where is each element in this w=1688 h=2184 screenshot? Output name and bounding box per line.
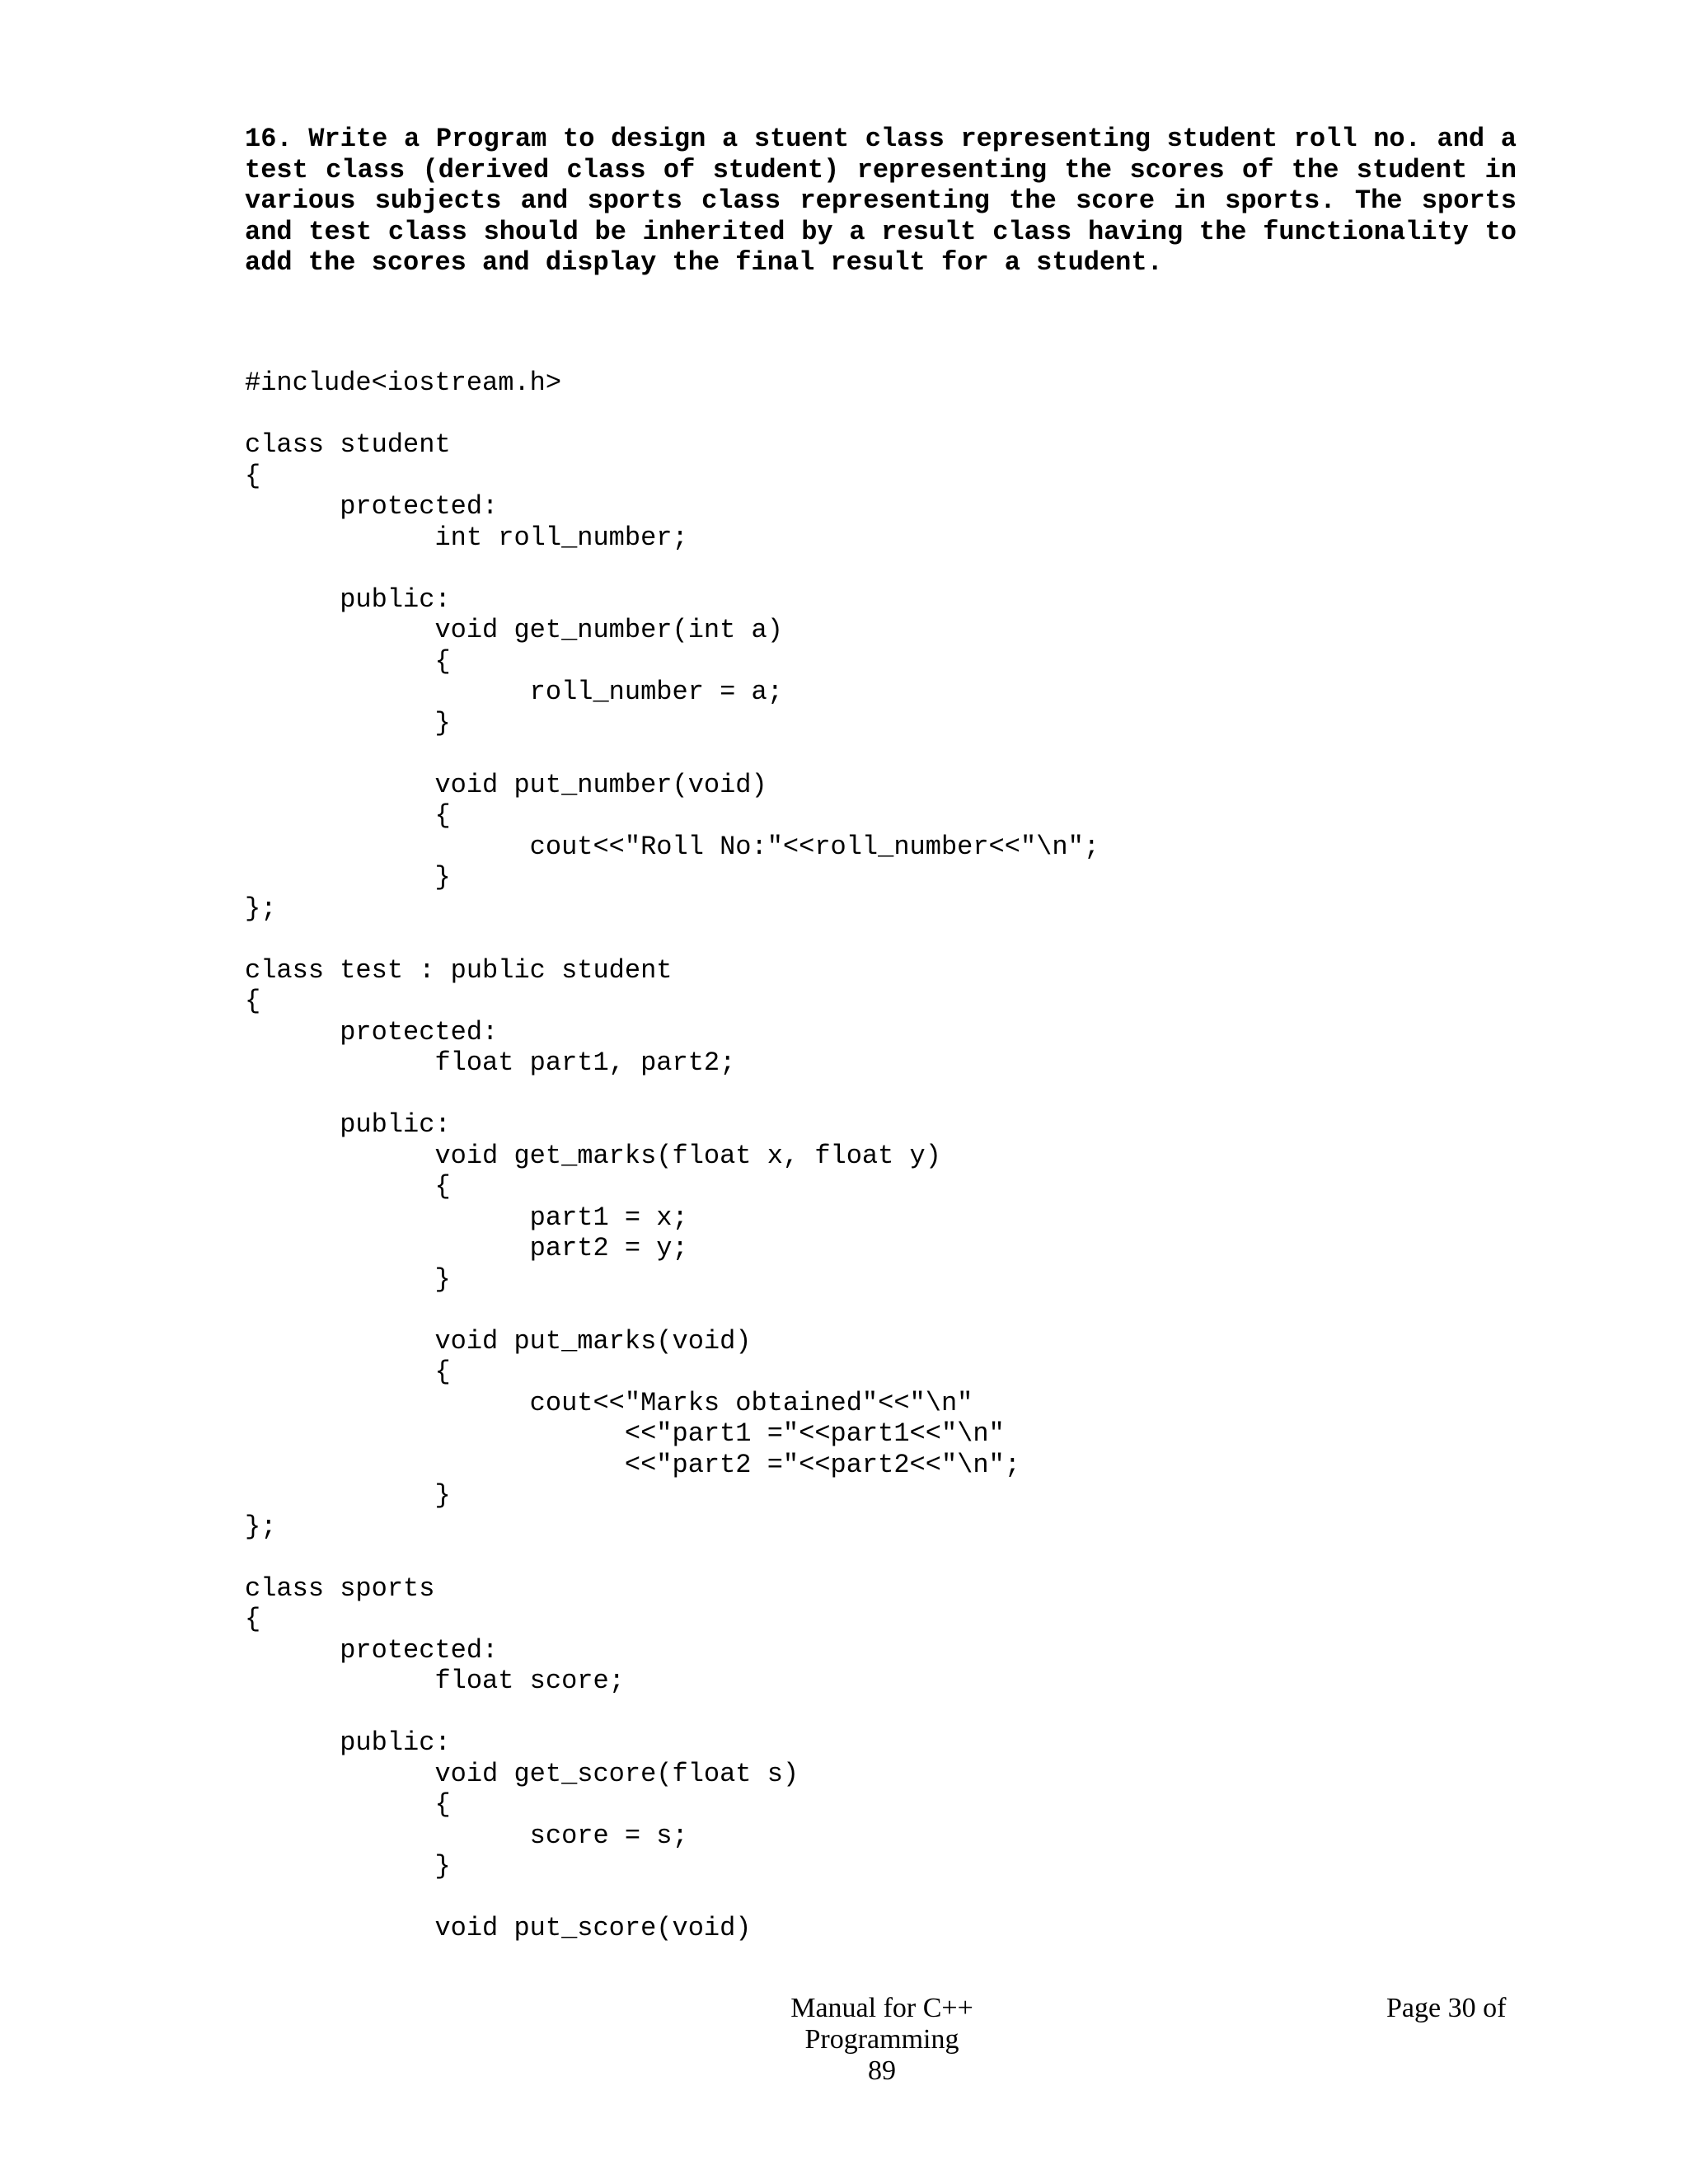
code-line: void get_number(int a): [245, 615, 783, 645]
code-line: protected:: [245, 1016, 499, 1047]
code-line: {: [245, 460, 261, 491]
code-line: }: [245, 1851, 451, 1882]
code-line: part2 = y;: [245, 1233, 688, 1263]
code-line: void get_score(float s): [245, 1758, 799, 1789]
code-line: [245, 738, 1100, 770]
code-line: score = s;: [245, 1820, 688, 1851]
code-line: }: [245, 1480, 451, 1511]
code-line: {: [245, 1357, 451, 1387]
code-listing: [245, 368, 1100, 1944]
code-line: {: [245, 986, 261, 1016]
code-line: void get_marks(float x, float y): [245, 1140, 941, 1171]
code-line: float part1, part2;: [245, 1047, 736, 1078]
code-line: [245, 553, 1100, 584]
code-line: };: [245, 893, 277, 924]
code-line: {: [245, 645, 451, 677]
footer-page-number: Page 30 of: [1386, 1993, 1507, 2023]
code-line: <<"part1 ="<<part1<<"\n": [245, 1418, 1005, 1449]
code-line: float score;: [245, 1666, 625, 1696]
code-line: <<"part2 ="<<part2<<"\n";: [245, 1449, 1020, 1480]
code-line: roll_number = a;: [245, 677, 783, 707]
footer-manual-title: Manual for C++ Programming: [790, 1993, 973, 2055]
code-line: }: [245, 707, 451, 738]
code-line: public:: [245, 1727, 451, 1758]
code-line: }: [245, 1263, 451, 1295]
code-line: void put_score(void): [245, 1913, 752, 1943]
code-line: [245, 1295, 1100, 1326]
code-line: [245, 1697, 1100, 1728]
code-line: class student: [245, 429, 451, 460]
code-line: [245, 1542, 1100, 1573]
code-line: class test : public student: [245, 954, 673, 986]
code-line: void put_marks(void): [245, 1325, 752, 1357]
footer-total-pages: 89: [868, 2055, 896, 2086]
code-line: };: [245, 1511, 277, 1542]
code-line: [245, 924, 1100, 955]
code-line: int roll_number;: [245, 522, 688, 553]
question-text: 16. Write a Program to design a stuent class representing student roll no. and a test class (derived class of student) representing the scores of the student in various subjects and sports class representing the score in sports. The sports and test class should be inherited by a result class having the functionality to add the scores and display the final result for a student.: [245, 124, 1517, 278]
code-line: {: [245, 800, 451, 831]
code-line: [245, 1079, 1100, 1110]
code-line: }: [245, 862, 451, 893]
code-line: void put_number(void): [245, 769, 767, 800]
code-line: {: [245, 1789, 451, 1820]
code-line: public:: [245, 1109, 451, 1140]
code-line: protected:: [245, 1634, 499, 1666]
code-line: {: [245, 1171, 451, 1202]
code-line: {: [245, 1604, 261, 1634]
code-line: class sports: [245, 1572, 435, 1604]
code-line: cout<<"Roll No:"<<roll_number<<"\n";: [245, 831, 1100, 862]
code-line: public:: [245, 583, 451, 615]
code-line: protected:: [245, 491, 499, 522]
code-line: [245, 399, 1100, 430]
code-line: #include<iostream.h>: [245, 368, 562, 398]
code-line: part1 = x;: [245, 1202, 688, 1233]
footer-title: [725, 1993, 1039, 2087]
code-line: cout<<"Marks obtained"<<"\n": [245, 1387, 973, 1418]
code-line: [245, 1882, 1100, 1914]
